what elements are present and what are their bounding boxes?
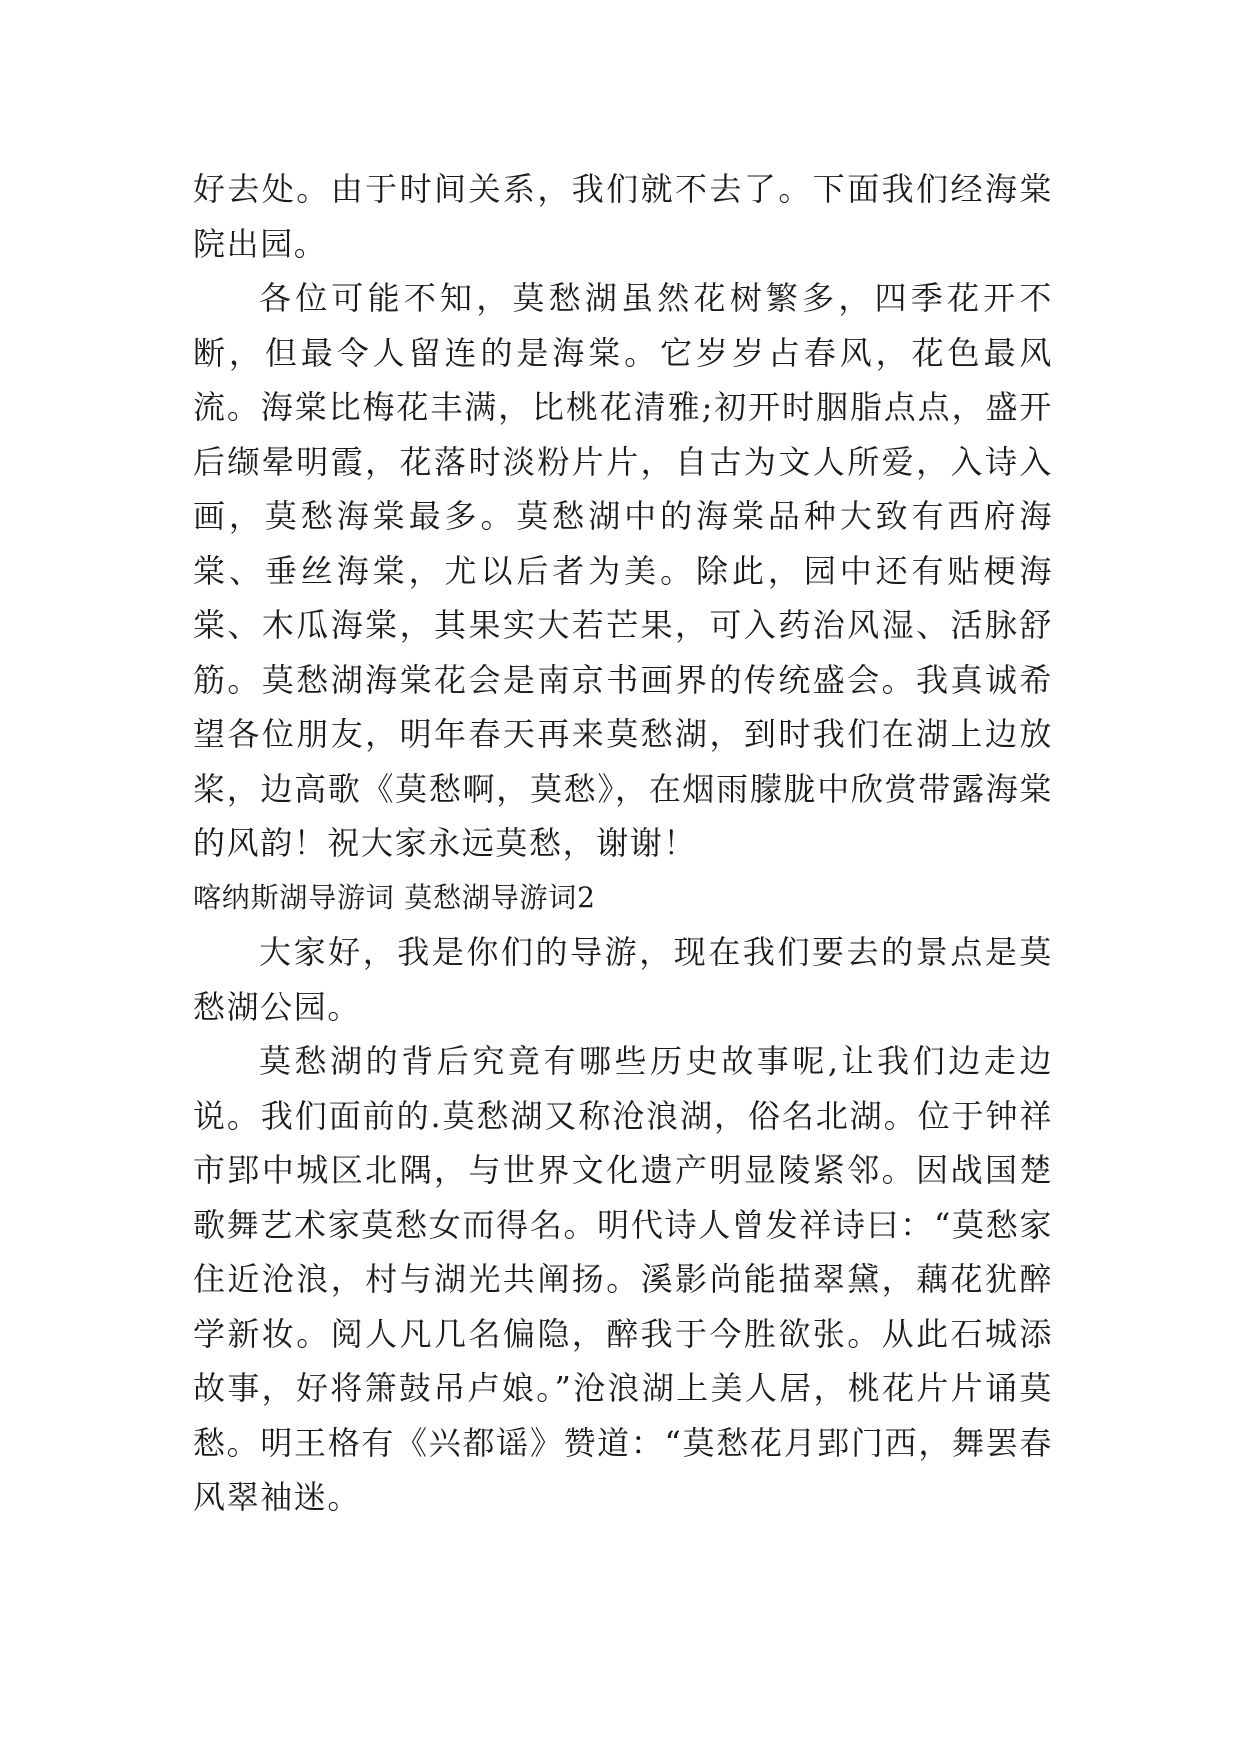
paragraph: 莫愁湖的背后究竟有哪些历史故事呢,让我们边走边说。我们面前的.莫愁湖又称沧浪湖，俗名北湖。位于钟祥市郢中城区北隅，与世界文化遗产明显陵紧邻。因战国楚歌舞艺术家莫愁女而得名。明代诗人曾发祥诗曰：“莫愁家住近沧浪，村与湖光共阐扬。溪影尚能描翠黛，藕花犹醉学新妆。阅人凡几名偏隐，醉我于今胜欲张。从此石城添故事，好将箫鼓吊卢娘。”沧浪湖上美人居，桃花片片诵莫愁。明王格有《兴都谣》赞道：“莫愁花月郢门西，舞罢春风翠袖迷。 — [193, 1042, 1053, 1516]
document-page — [193, 162, 1053, 1525]
section-heading: 喀纳斯湖导游词 莫愁湖导游词2 — [193, 880, 596, 914]
paragraph: 好去处。由于时间关系，我们就不去了。下面我们经海棠院出园。 — [193, 170, 1053, 263]
paragraph: 大家好，我是你们的导游，现在我们要去的景点是莫愁湖公园。 — [193, 933, 1053, 1026]
paragraph: 各位可能不知，莫愁湖虽然花树繁多，四季花开不断，但最令人留连的是海棠。它岁岁占春风，花色最风流。海棠比梅花丰满，比桃花清雅;初开时胭脂点点，盛开后缬晕明霞，花落时淡粉片片，自古为文人所爱，入诗入画，莫愁海棠最多。莫愁湖中的海棠品种大致有西府海棠、垂丝海棠，尤以后者为美。除此，园中还有贴梗海棠、木瓜海棠，其果实大若芒果，可入药治风湿、活脉舒筋。莫愁湖海棠花会是南京书画界的传统盛会。我真诚希望各位朋友，明年春天再来莫愁湖，到时我们在湖上边放桨，边高歌《莫愁啊，莫愁》，在烟雨朦胧中欣赏带露海棠的风韵！祝大家永远莫愁，谢谢！ — [193, 279, 1053, 862]
